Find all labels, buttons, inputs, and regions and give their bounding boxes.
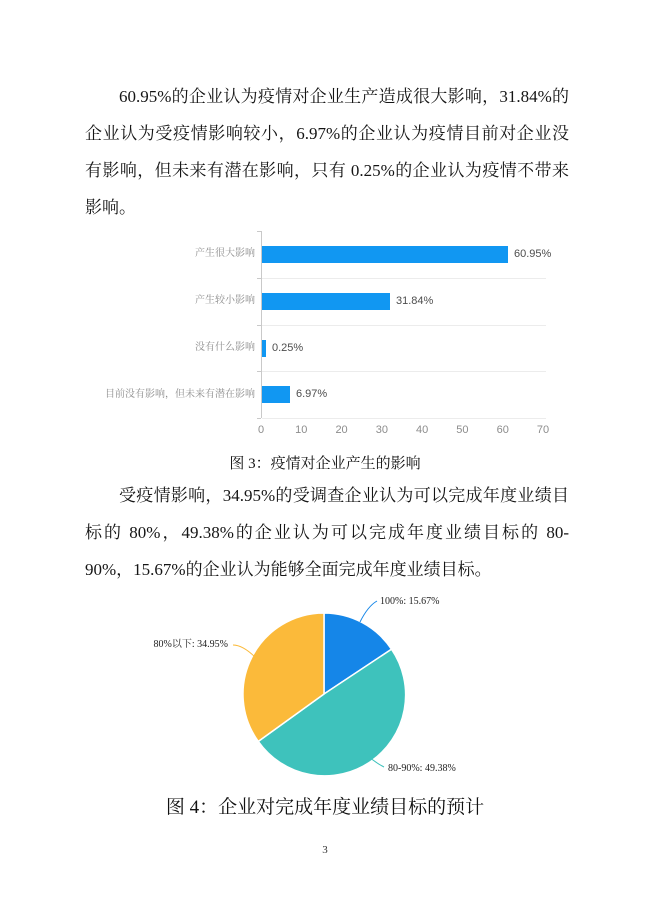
paragraph-epidemic-impact: 60.95%的企业认为疫情对企业生产造成很大影响，31.84%的企业认为受疫情影响较小，6.97%的企业认为疫情目前对企业没有影响，但未来有潜在影响，只有 0.25%的企业认为疫情不带来影响。 bbox=[85, 87, 569, 217]
x-axis-tick-label: 30 bbox=[375, 424, 388, 437]
x-axis-tick-label: 50 bbox=[456, 424, 469, 437]
grid-separator bbox=[262, 278, 546, 279]
axis-tick bbox=[257, 325, 261, 326]
bar-category-label: 目前没有影响，但未来有潜在影响 bbox=[105, 389, 255, 400]
bar bbox=[262, 293, 390, 310]
pie-label-below-80-percent: 80%以下: 34.95% bbox=[153, 639, 228, 650]
bar-value-label: 0.25% bbox=[272, 342, 304, 354]
x-axis-tick-label: 10 bbox=[295, 424, 308, 437]
bar-value-label: 60.95% bbox=[514, 248, 552, 260]
x-axis-tick-label: 0 bbox=[257, 424, 265, 437]
axis-tick bbox=[257, 418, 261, 419]
pie-leader-line-100 bbox=[360, 601, 377, 622]
bar-value-label: 31.84% bbox=[396, 295, 434, 307]
bar-value-label: 6.97% bbox=[296, 388, 328, 400]
grid-separator bbox=[262, 325, 546, 326]
axis-tick bbox=[257, 371, 261, 372]
pie-label-100-percent: 100%: 15.67% bbox=[380, 596, 440, 607]
x-axis-tick-label: 40 bbox=[416, 424, 429, 437]
bar-category-label: 没有什么影响 bbox=[195, 342, 255, 353]
axis-tick bbox=[257, 278, 261, 279]
grid-separator bbox=[262, 418, 546, 419]
bar bbox=[262, 340, 266, 357]
figure4-caption: 图 4：企业对完成年度业绩目标的预计 bbox=[165, 797, 485, 818]
page-number: 3 bbox=[322, 844, 328, 856]
bar-category-label: 产生很大影响 bbox=[195, 248, 255, 259]
paragraph-annual-target: 受疫情影响，34.95%的受调查企业认为可以完成年度业绩目标的 80%，49.38%的企业认为可以完成年度业绩目标的 80-90%，15.67%的企业认为能够全面完成年度业绩目标。 bbox=[85, 486, 569, 579]
bar bbox=[262, 386, 290, 403]
grid-separator bbox=[262, 371, 546, 372]
pie-label-80-90-percent: 80-90%: 49.38% bbox=[388, 763, 456, 774]
figure3-caption: 图 3：疫情对企业产生的影响 bbox=[229, 456, 421, 472]
x-axis-tick-label: 60 bbox=[496, 424, 509, 437]
bar-category-label: 产生较小影响 bbox=[195, 295, 255, 306]
bar bbox=[262, 246, 508, 263]
pie-chart-figure4 bbox=[0, 595, 650, 795]
x-axis-tick-label: 20 bbox=[335, 424, 348, 437]
axis-tick bbox=[257, 231, 261, 232]
x-axis-tick-label: 70 bbox=[536, 424, 550, 437]
